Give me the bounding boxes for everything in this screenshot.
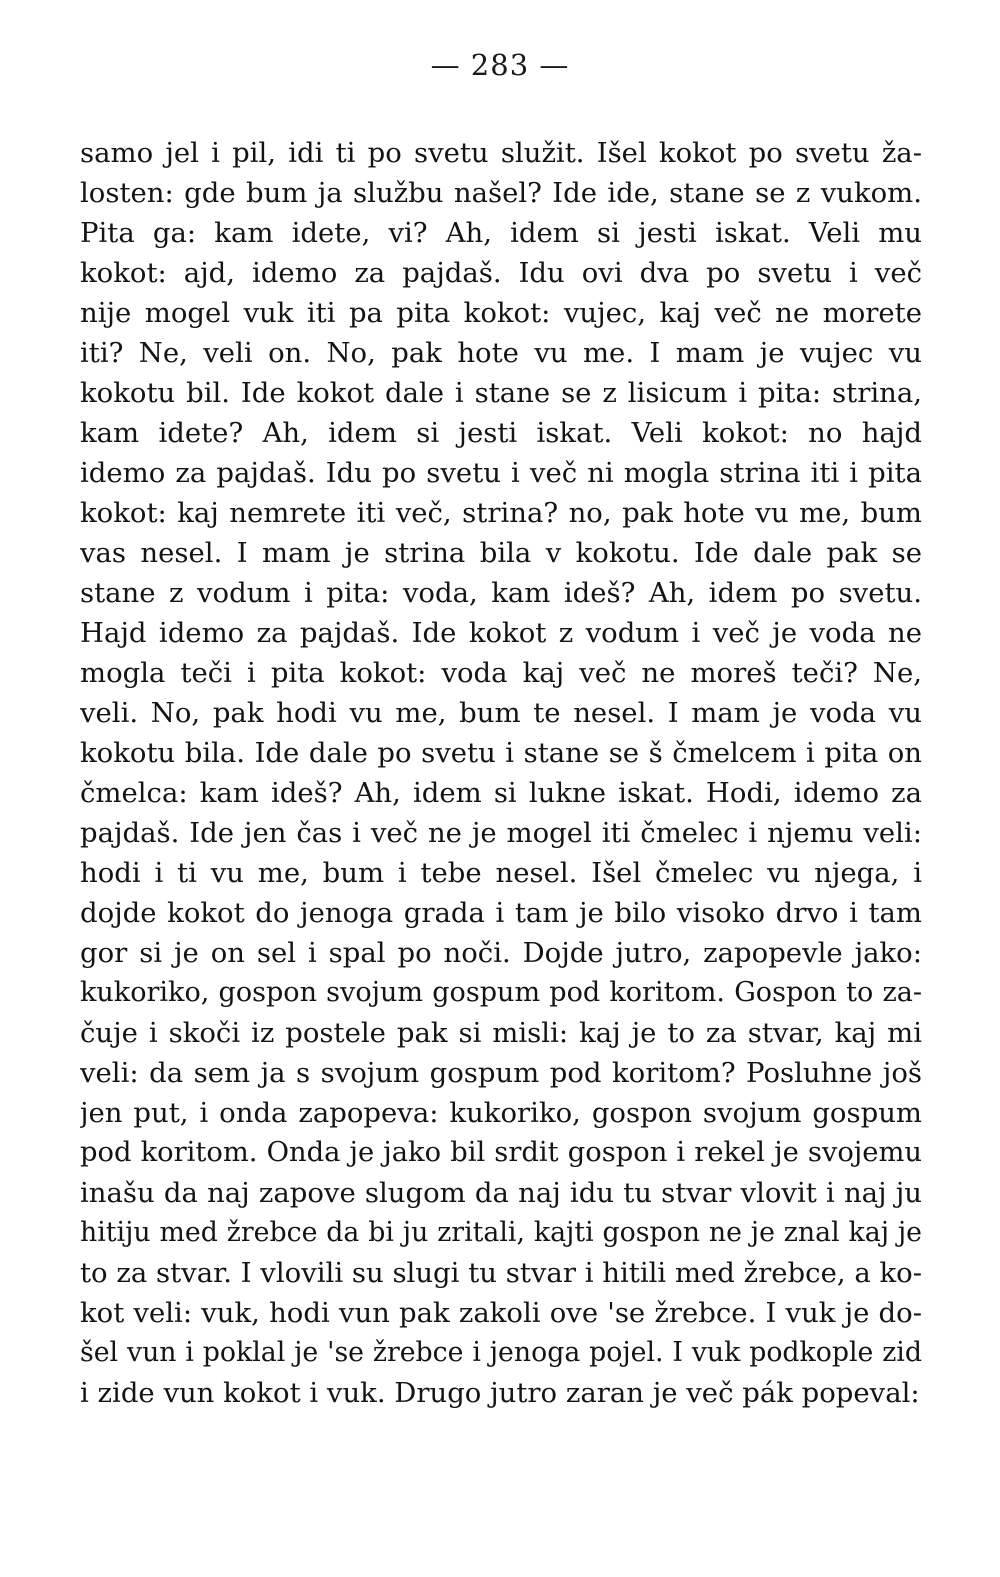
text-line: to za stvar. I vlovili su slugi tu stvar i hitili med žrebce, a ko- xyxy=(80,1257,922,1289)
text-line: samo jel i pil, idi ti po svetu služit. Išel kokot po svetu ža- xyxy=(80,137,922,169)
text-line: hodi i ti vu me, bum i tebe nesel. Išel čmelec vu njega, i xyxy=(80,857,922,889)
text-line: nije mogel vuk iti pa pita kokot: vujec, kaj več ne morete xyxy=(80,297,922,329)
text-line: stane z vodum i pita: voda, kam ideš? Ah, idem po svetu. xyxy=(80,577,922,609)
text-line: kokot: kaj nemrete iti več, strina? no, pak hote vu me, bum xyxy=(80,497,922,529)
text-line: kukoriko, gospon svojum gospum pod koritom. Gospon to za- xyxy=(80,977,922,1008)
text-line: idemo za pajdaš. Idu po svetu i več ni mogla strina iti i pita xyxy=(80,457,922,489)
text-line: i zide vun kokot i vuk. Drugo jutro zaran je več pák popeval: xyxy=(80,1377,920,1409)
text-line: iti? Ne, veli on. No, pak hote vu me. I mam je vujec vu xyxy=(80,337,922,369)
text-line: kokotu bil. Ide kokot dale i stane se z lisicum i pita: strina, xyxy=(80,377,922,409)
text-line: losten: gde bum ja službu našel? Ide ide, stane se z vukom. xyxy=(80,177,922,209)
text-line: pajdaš. Ide jen čas i več ne je mogel iti čmelec i njemu veli: xyxy=(80,817,922,849)
text-line: pod koritom. Onda je jako bil srdit gospon i rekel je svojemu xyxy=(80,1137,922,1168)
text-line: Hajd idemo za pajdaš. Ide kokot z vodum i več je voda ne xyxy=(80,617,922,649)
text-line: mogla teči i pita kokot: voda kaj več ne moreš teči? Ne, xyxy=(80,657,922,689)
text-line: Pita ga: kam idete, vi? Ah, idem si jesti iskat. Veli mu xyxy=(80,217,922,249)
page-number: — 283 — xyxy=(430,48,570,82)
text-line: dojde kokot do jenoga grada i tam je bilo visoko drvo i tam xyxy=(80,897,922,929)
text-line: veli. No, pak hodi vu me, bum te nesel. I mam je voda vu xyxy=(80,697,922,729)
text-line: kot veli: vuk, hodi vun pak zakoli ove 'se žrebce. I vuk je do- xyxy=(80,1297,922,1329)
text-line: čuje i skoči iz postele pak si misli: kaj je to za stvar, kaj mi xyxy=(80,1017,922,1049)
text-line: hitiju med žrebce da bi ju zritali, kajti gospon ne je znal kaj je xyxy=(80,1217,922,1248)
text-line: inašu da naj zapove slugom da naj idu tu stvar vlovit i naj ju xyxy=(80,1177,922,1209)
text-line: gor si je on sel i spal po noči. Dojde jutro, zapopevle jako: xyxy=(80,937,922,969)
text-line: kam idete? Ah, idem si jesti iskat. Veli kokot: no hajd xyxy=(80,417,922,449)
text-line: veli: da sem ja s svojum gospum pod koritom? Posluhne još xyxy=(80,1057,922,1089)
body-text xyxy=(80,133,922,1413)
text-line: jen put, i onda zapopeva: kukoriko, gospon svojum gospum xyxy=(80,1097,922,1129)
text-line: šel vun i poklal je 'se žrebce i jenoga pojel. I vuk podkople zid xyxy=(80,1337,922,1368)
text-line: kokotu bila. Ide dale po svetu i stane se š čmelcem i pita on xyxy=(80,737,922,769)
text-line: vas nesel. I mam je strina bila v kokotu. Ide dale pak se xyxy=(80,537,922,569)
text-line: kokot: ajd, idemo za pajdaš. Idu ovi dva po svetu i več xyxy=(80,257,922,289)
text-line: čmelca: kam ideš? Ah, idem si lukne iskat. Hodi, idemo za xyxy=(80,777,922,809)
